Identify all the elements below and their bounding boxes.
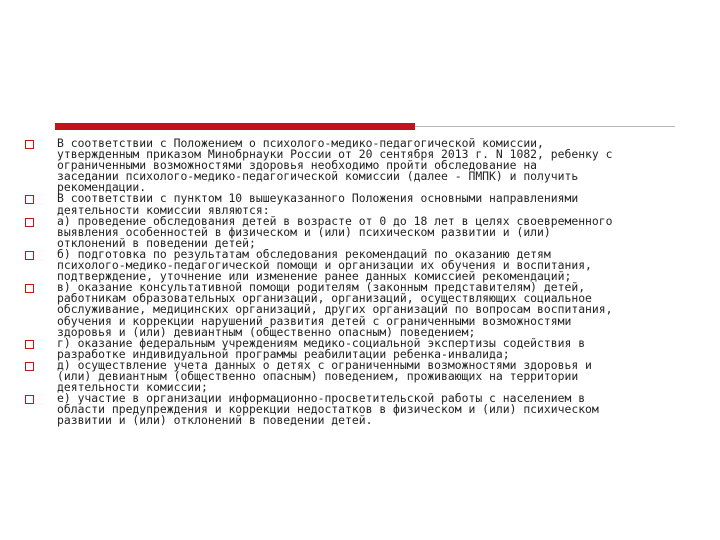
list-item: [0, 393, 720, 426]
list-item: [0, 138, 720, 193]
square-bullet-icon: [25, 195, 34, 204]
bullet-list: [0, 138, 720, 426]
list-item: [0, 246, 720, 284]
text-line: в) оказание консультативной помощи родителям (законным представителям) детей,: [57, 280, 586, 295]
accent-bar: [55, 123, 415, 130]
text-line: обучения и коррекции нарушений развития детей с ограниченными возможностями: [57, 313, 572, 328]
text-line: здоровья и (или) девиантным (общественно опасным) поведением;: [57, 324, 476, 339]
square-bullet-icon: [25, 395, 34, 404]
square-bullet-icon: [25, 362, 34, 371]
text-line: отклонений в поведении детей;: [57, 235, 256, 250]
text-line: рекомендации.: [57, 180, 147, 195]
text-line: деятельности комиссии;: [57, 380, 208, 395]
text-line: В соответствии с пунктом 10 вышеуказанного Положения основными направлениями: [57, 191, 579, 206]
text-line: выявления особенностей в физическом и (или) психическом развитии и (или): [57, 224, 551, 239]
text-line: б) подготовка по результатам обследования рекомендаций по оказанию детям: [57, 246, 551, 261]
text-line: (или) девиантным (общественно опасным) поведением, проживающих на территории: [57, 368, 579, 383]
text-line: г) оказание федеральным учреждениям медико-социальной экспертизы содействия в: [57, 335, 586, 350]
text-line: развитии и (или) отклонений в поведении детей.: [57, 413, 373, 428]
text-line: заседании психолого-медико-педагогической комиссии (далее - ПМПК) и получить: [57, 169, 579, 184]
square-bullet-icon: [25, 251, 34, 260]
text-line: работникам образовательных организаций, организаций, осуществляющих социальное: [57, 291, 592, 306]
text-line: е) участие в организации информационно-просветительской работы с населением в: [57, 391, 586, 406]
text-line: подтверждение, уточнение или изменение ранее данных комиссией рекомендаций;: [57, 269, 572, 284]
square-bullet-icon: [25, 284, 34, 293]
list-item: [0, 357, 720, 395]
text-line: психолого-медико-педагогической помощи и организации их обучения и воспитания,: [57, 258, 592, 273]
list-item: [0, 282, 720, 337]
list-item: [0, 193, 720, 215]
text-line: обслуживание, медицинских организаций, других организаций по вопросам воспитания,: [57, 302, 613, 317]
square-bullet-icon: [25, 340, 34, 349]
square-bullet-icon: [25, 218, 34, 227]
list-item: [0, 335, 720, 361]
list-item: [0, 213, 720, 250]
text-line: а) проведение обследования детей в возрасте от 0 до 18 лет в целях своевременного: [57, 213, 613, 228]
square-bullet-icon: [25, 140, 34, 149]
text-line: деятельности комиссии являются:: [57, 202, 270, 217]
text-line: В соответствии с Положением о психолого-медико-педагогической комиссии,: [57, 136, 544, 150]
text-line: д) осуществление учета данных о детях с ограниченными возможностями здоровья и: [57, 357, 592, 372]
text-line: разработке индивидуальной программы реабилитации ребенка-инвалида;: [57, 346, 510, 361]
text-line: утвержденным приказом Минобрнауки России от 20 сентября 2013 г. N 1082, ребенку с: [57, 147, 613, 162]
text-line: ограниченными возможностями здоровья необходимо пройти обследование на: [57, 158, 538, 173]
text-line: области предупреждения и коррекции недостатков в физическом и (или) психическом: [57, 402, 599, 417]
